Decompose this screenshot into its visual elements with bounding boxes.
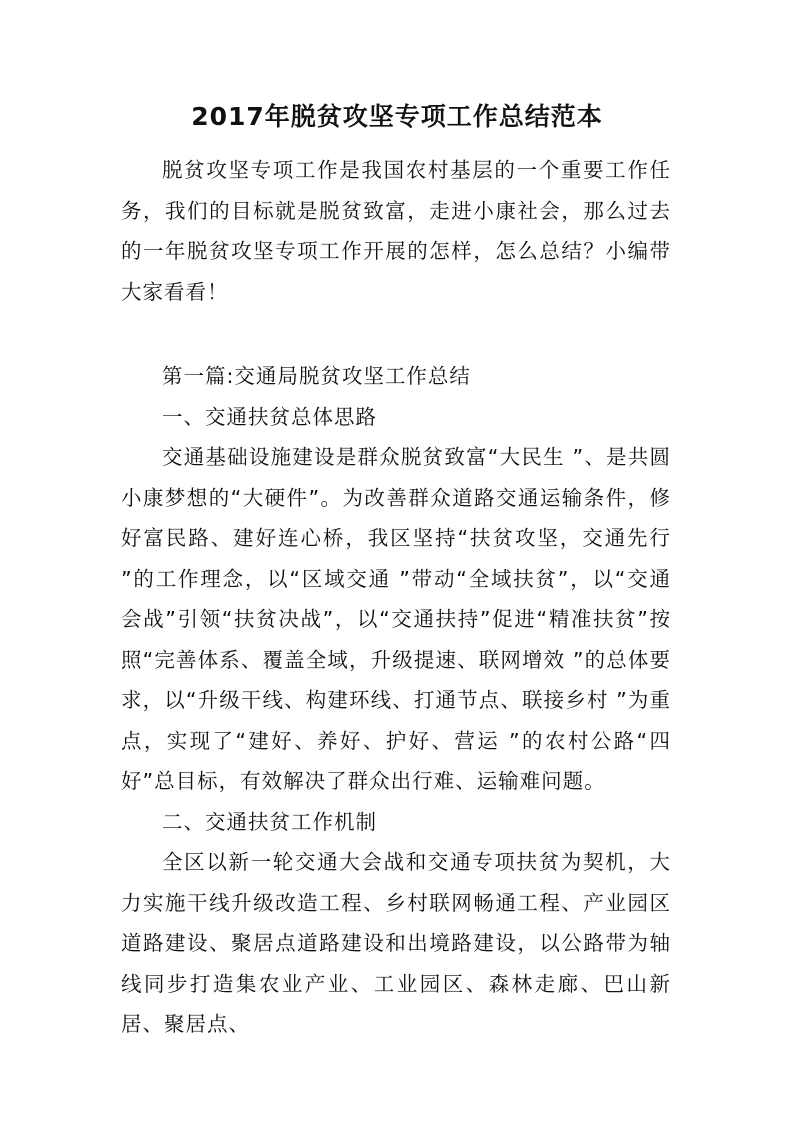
section-paragraph-2: 全区以新一轮交通大会战和交通专项扶贫为契机，大力实施干线升级改造工程、乡村联网畅通工程、产业园区道路建设、聚居点道路建设和出境路建设，以公路带为轴线同步打造集农业产业、工业园区、森林走廊、巴山新居、聚居点、 — [121, 850, 671, 1036]
section-paragraph-1: 交通基础设施建设是群众脱贫致富“大民生 ”、是共圆小康梦想的“大硬件”。为改善群众道路交通运输条件，修好富民路、建好连心桥，我区坚持“扶贫攻坚，交通先行 ”的工作理念，以“区域交通 ”带动“全域扶贫”，以“交通会战”引领“扶贫决战”，以“交通扶持”促进“精准扶贫”按照“完善体系、覆盖全域，升级提速、联网增效 ”的总体要求，以“升级干线、构建环线、打通节点、联接乡村 ”为重点，实现了“建好、养好、护好、营运 ”的农村公路“四好”总目标，有效解决了群众出行难、运输难问题。 — [121, 445, 671, 793]
document-title: 2017年脱贫攻坚专项工作总结范本 — [191, 102, 603, 131]
section-heading-1: 一、交通扶贫总体思路 — [162, 404, 377, 429]
section-heading-2: 二、交通扶贫工作机制 — [162, 809, 377, 834]
section-block — [121, 356, 671, 1045]
intro-paragraph: 脱贫攻坚专项工作是我国农村基层的一个重要工作任务，我们的目标就是脱贫致富，走进小康社会，那么过去的一年脱贫攻坚专项工作开展的怎样，怎么总结？小编带大家看看！ — [121, 158, 671, 304]
intro-block — [121, 150, 671, 312]
part-title: 第一篇:交通局脱贫攻坚工作总结 — [162, 364, 471, 388]
